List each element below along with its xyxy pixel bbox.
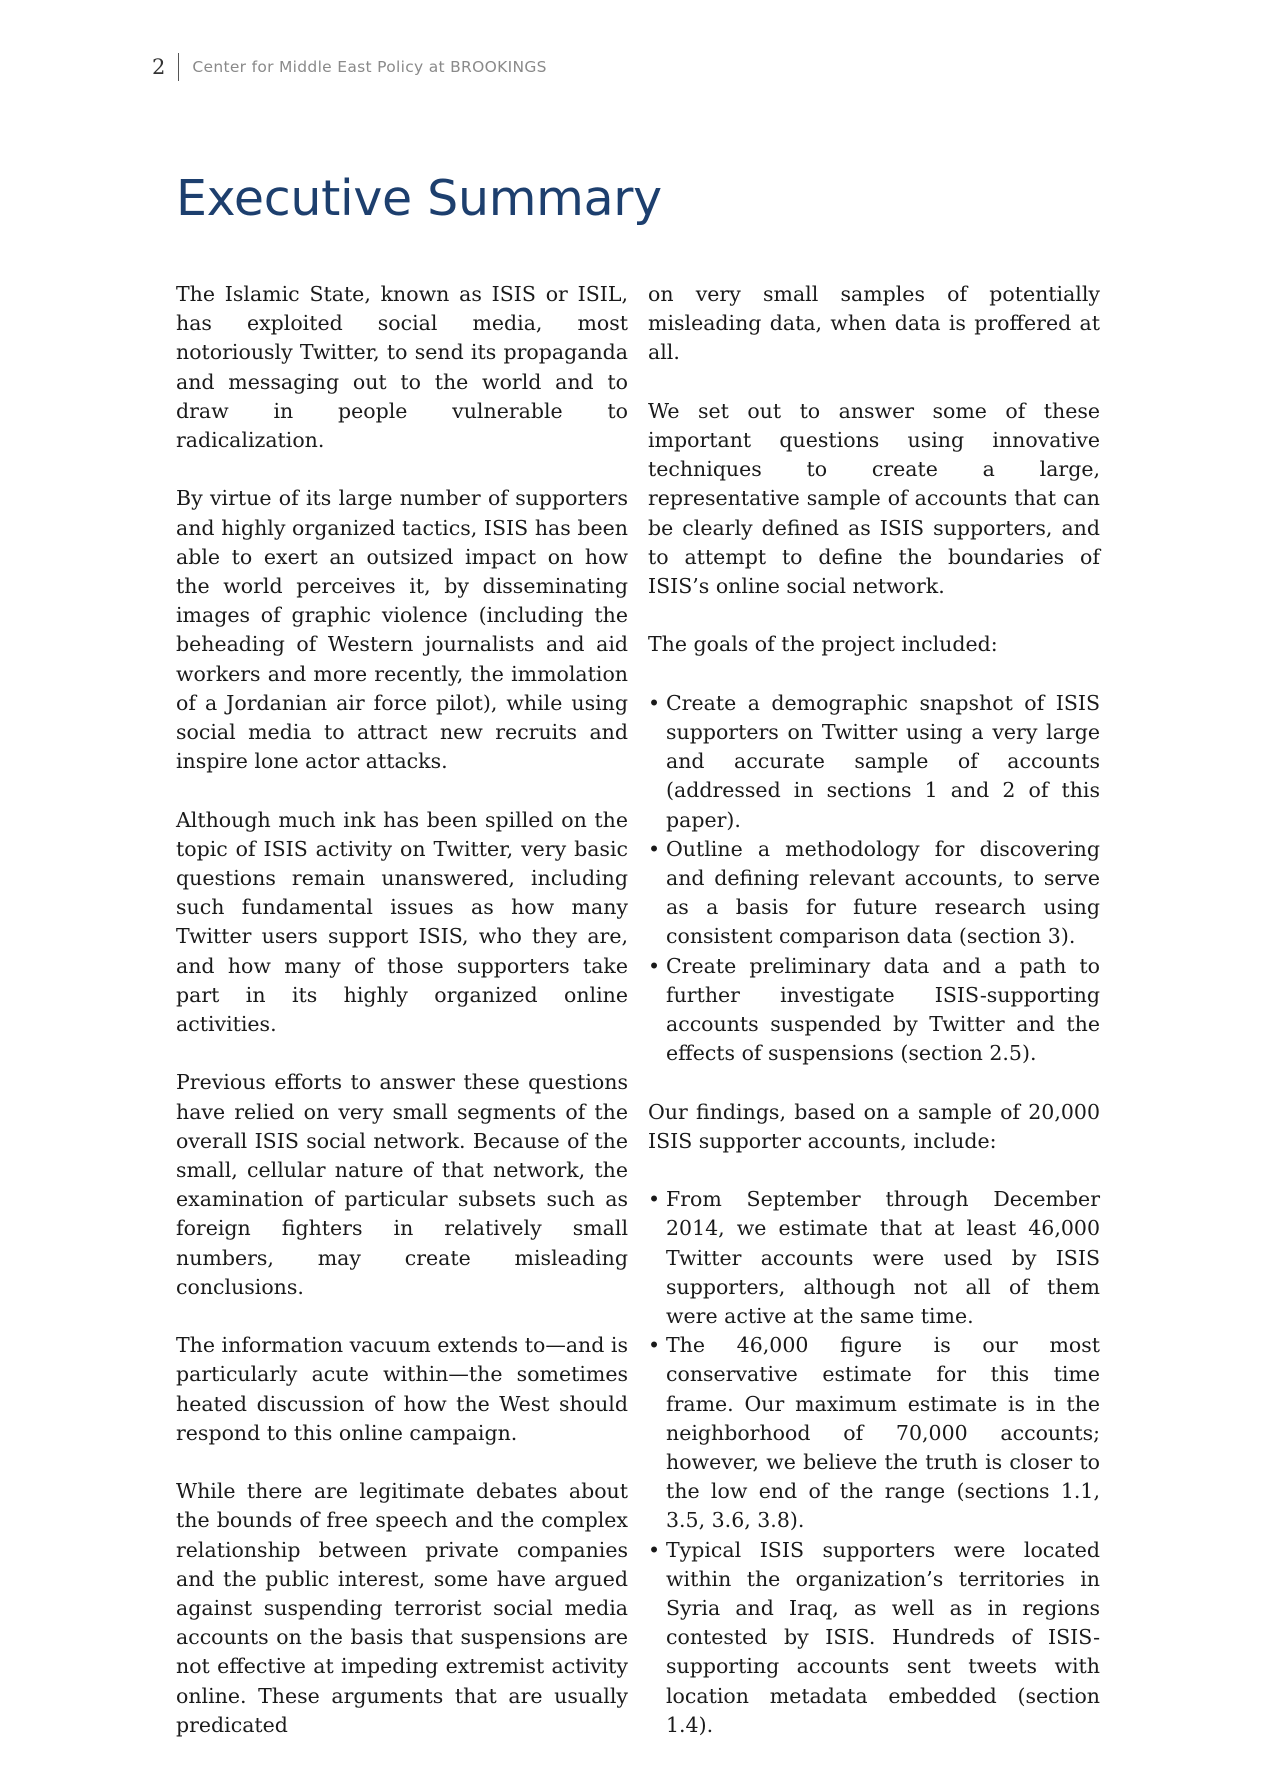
paragraph: The Islamic State, known as ISIS or ISIL, has exploited social media, most notoriously Twitter, to send its propaganda and messaging out to the world and to draw in people vulnerable to radicalization. bbox=[176, 282, 628, 453]
paragraph: Previous efforts to answer these questions have relied on very small segments of the overall ISIS social network. Because of the small, cellular nature of that network, the examination of particular subsets such as foreign fighters in relatively small numbers, may create misleading conclusions. bbox=[176, 1070, 628, 1299]
finding-item: • From September through December 2014, we estimate that at least 46,000 Twitter accounts were used by ISIS supporters, although not all of them were active at the same time. bbox=[666, 1185, 1100, 1331]
finding-item: • The 46,000 figure is our most conservative estimate for this time frame. Our maximum estimate is in the neighborhood of 70,000 accounts; however, we believe the truth is closer to the low end of the range (sections 1.1, 3.5, 3.6, 3.8). bbox=[666, 1331, 1100, 1535]
header-divider bbox=[178, 53, 179, 81]
paragraph: We set out to answer some of these important questions using innovative techniques to create a large, representative sample of accounts that can be clearly defined as ISIS supporters, and to attempt to define the boundaries of ISIS’s online social network. bbox=[648, 398, 1100, 599]
findings-list bbox=[648, 1185, 1100, 1740]
paragraph: Although much ink has been spilled on the topic of ISIS activity on Twitter, very basic questions remain unanswered, including such fundamental issues as how many Twitter users support ISIS, who they are, and how many of those supporters take part in its highly organized online activities. bbox=[176, 807, 628, 1037]
page-header bbox=[152, 52, 547, 82]
paragraph: The goals of the project included: bbox=[648, 632, 998, 657]
goal-item: • Outline a methodology for discovering and defining relevant accounts, to serve as a basis for future research using consistent comparison data (section 3). bbox=[666, 835, 1100, 952]
goals-list bbox=[648, 689, 1100, 1069]
page-number: 2 bbox=[152, 55, 166, 79]
findings-intro: Our findings, based on a sample of 20,000 ISIS supporter accounts, include: bbox=[648, 1099, 1100, 1153]
left-column bbox=[176, 280, 628, 1769]
goal-item: • Create preliminary data and a path to further investigate ISIS-supporting accounts suspended by Twitter and the effects of suspensions (section 2.5). bbox=[666, 952, 1100, 1069]
running-title: Center for Middle East Policy at BROOKINGS bbox=[192, 58, 547, 76]
right-column bbox=[648, 280, 1100, 1769]
paragraph: on very small samples of potentially misleading data, when data is proffered at all. bbox=[648, 282, 1100, 365]
page-title: Executive Summary bbox=[176, 170, 662, 227]
paragraph: By virtue of its large number of supporters and highly organized tactics, ISIS has been able to exert an outsized impact on how the world perceives it, by disseminating images of graphic violence (including the beheading of Western journalists and aid workers and more recently, the immolation of a Jordanian air force pilot), while using social media to attract new recruits and inspire lone actor attacks. bbox=[176, 486, 628, 774]
paragraph: The information vacuum extends to—and is particularly acute within—the sometimes heated discussion of how the West should respond to this online campaign. bbox=[176, 1333, 628, 1445]
paragraph: While there are legitimate debates about the bounds of free speech and the complex relationship between private companies and the public interest, some have argued against suspending terrorist social media accounts on the basis that suspensions are not effective at impeding extremist activity online. These arguments that are usually predicated bbox=[176, 1479, 628, 1737]
goal-item: • Create a demographic snapshot of ISIS supporters on Twitter using a very large and accurate sample of accounts (addressed in sections 1 and 2 of this paper). bbox=[666, 689, 1100, 835]
finding-item: • Typical ISIS supporters were located within the organization’s territories in Syria and Iraq, as well as in regions contested by ISIS. Hundreds of ISIS-supporting accounts sent tweets with location metadata embedded (section 1.4). bbox=[666, 1536, 1100, 1740]
